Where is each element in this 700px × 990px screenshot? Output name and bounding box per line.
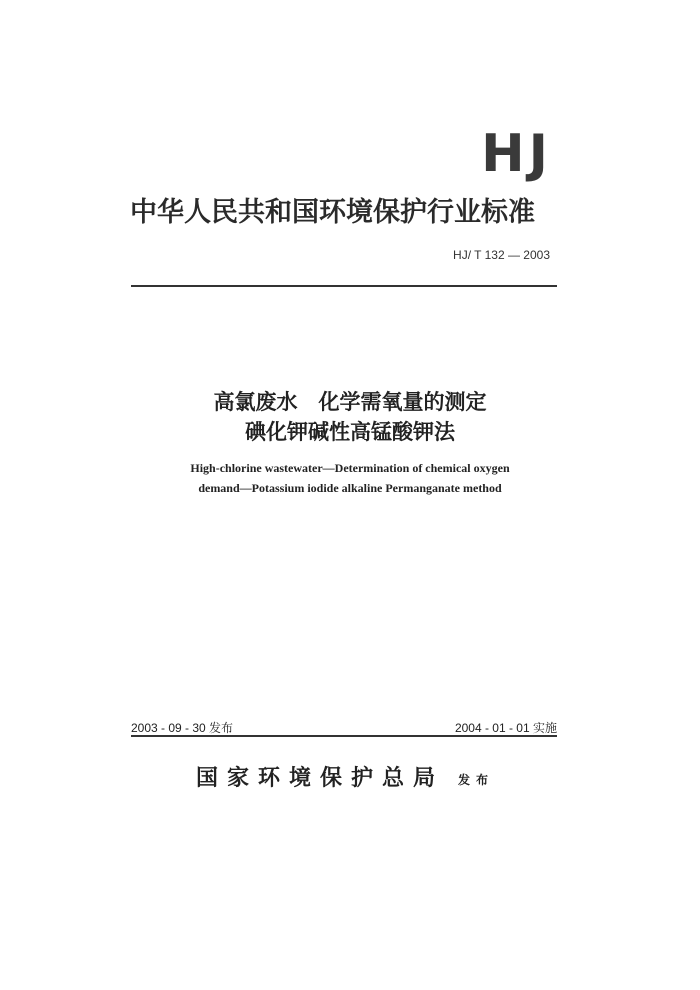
standard-number: HJ/ T 132 — 2003 [453, 248, 550, 262]
implementation-date: 2004 - 01 - 01 实施 [454, 721, 557, 735]
title-cn-line1: 高氯废水 化学需氧量的测定 [213, 390, 487, 414]
top-divider [131, 285, 557, 287]
title-en-line2: demand—Potassium iodide alkaline Permanganate method [198, 481, 502, 495]
issue-date: 2003 - 09 - 30 发布 [131, 721, 234, 735]
title-cn-line2: 碘化钾碱性高锰酸钾法 [245, 420, 455, 444]
standard-type-heading: 中华人民共和国环境保护行业标准 [130, 197, 535, 228]
hj-logo: HJ [481, 124, 552, 184]
issuer-name: 国家环境保护总局 [196, 766, 445, 791]
bottom-divider [131, 735, 557, 737]
issuer-action: 发布 [458, 773, 495, 787]
title-en-line1: High-chlorine wastewater—Determination of chemical oxygen [190, 461, 510, 475]
